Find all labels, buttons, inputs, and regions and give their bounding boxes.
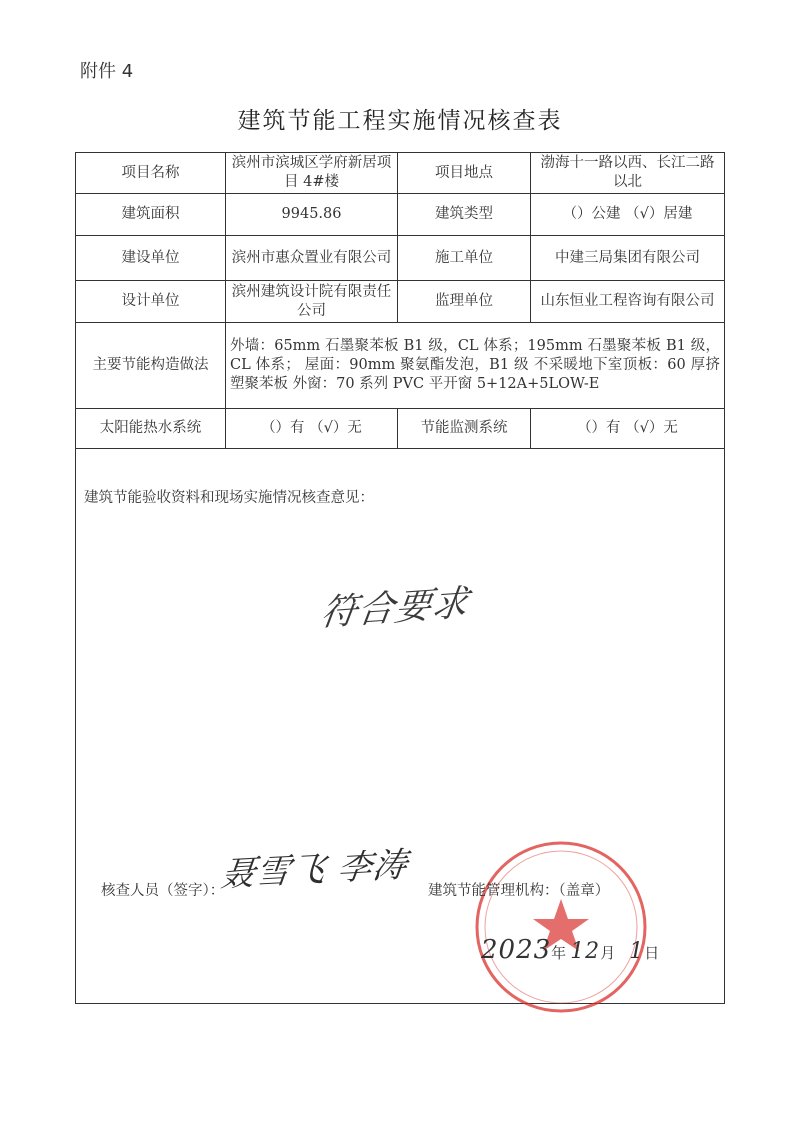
inspection-table [75, 152, 725, 1004]
table-row [76, 449, 725, 1004]
attachment-label: 附件 4 [80, 61, 134, 82]
date-month-suffix: 月 [600, 944, 616, 962]
designer-value: 滨州建筑设计院有限责任公司 [226, 281, 398, 323]
checker-signature [218, 844, 411, 896]
table-row [76, 153, 725, 194]
seal-graphic [471, 837, 651, 1017]
checker-label: 核查人员（签字）： [101, 883, 225, 899]
developer-label: 建设单位 [76, 236, 226, 281]
table-row [76, 323, 725, 409]
building-type-label: 建筑类型 [398, 194, 531, 236]
supervisor-value: 山东恒业工程咨询有限公司 [531, 281, 725, 323]
opinion-label: 建筑节能验收资料和现场实施情况核查意见： [84, 490, 374, 506]
supervisor-label: 监理单位 [398, 281, 531, 323]
building-area-label: 建筑面积 [76, 194, 226, 236]
official-seal [471, 837, 651, 1023]
date-day: 1 [629, 939, 645, 964]
table-row [76, 281, 725, 323]
monitoring-value: （）有 （√）无 [531, 409, 725, 449]
opinion-cell [76, 449, 725, 1004]
opinion-signature-text: 符合要求 [318, 582, 472, 635]
designer-label: 设计单位 [76, 281, 226, 323]
developer-value: 滨州市惠众置业有限公司 [226, 236, 398, 281]
project-name-label: 项目名称 [76, 153, 226, 194]
project-location-label: 项目地点 [398, 153, 531, 194]
building-area-value: 9945.86 [226, 194, 398, 236]
date-year: 2023 [481, 935, 552, 965]
date-day-suffix: 日 [644, 944, 660, 962]
monitoring-label: 节能监测系统 [398, 409, 531, 449]
solar-label: 太阳能热水系统 [76, 409, 226, 449]
contractor-value: 中建三局集团有限公司 [531, 236, 725, 281]
project-location-value: 渤海十一路以西、长江二路以北 [531, 153, 725, 194]
checker-signature-text: 聂雪飞 李涛 [218, 844, 411, 896]
contractor-label: 施工单位 [398, 236, 531, 281]
construction-method-value: 外墙：65mm 石墨聚苯板 B1 级，CL 体系；195mm 石墨聚苯板 B1 级，CL 体系； 屋面：90mm 聚氨酯发泡，B1 级 不采暖地下室顶板：60 厚挤塑聚苯板 外窗：70 系列 PVC 平开窗 5+12A+5LOW-E [226, 323, 725, 409]
solar-value: （）有 （√）无 [226, 409, 398, 449]
date-year-suffix: 年 [551, 944, 567, 962]
opinion-signature [318, 582, 472, 635]
table-row [76, 409, 725, 449]
date-month: 12 [570, 939, 601, 964]
project-name-value: 滨州市滨城区学府新居项目 4#楼 [226, 153, 398, 194]
org-label: 建筑节能管理机构：（盖章） [428, 883, 610, 899]
building-type-value: （）公建 （√）居建 [531, 194, 725, 236]
table-row [76, 194, 725, 236]
construction-method-label: 主要节能构造做法 [76, 323, 226, 409]
table-row [76, 236, 725, 281]
date-line [481, 935, 660, 965]
page-title: 建筑节能工程实施情况核查表 [237, 108, 563, 134]
